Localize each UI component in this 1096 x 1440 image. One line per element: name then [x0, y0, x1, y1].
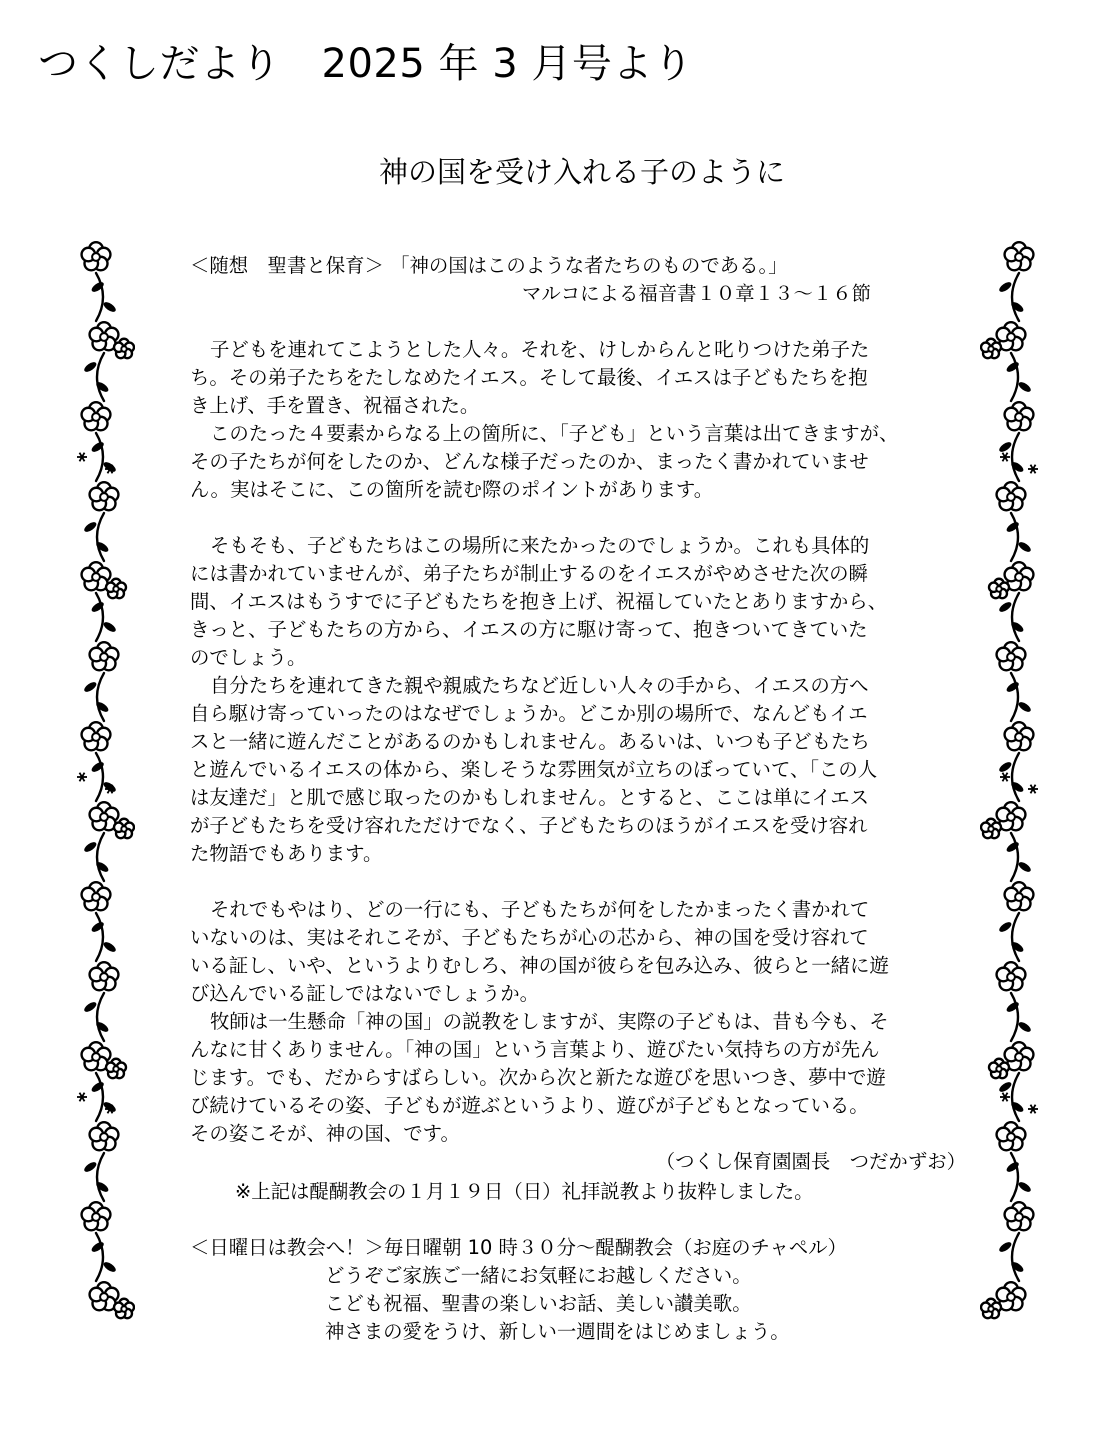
flower-icon [1005, 402, 1034, 430]
flower-icon [989, 1059, 1009, 1078]
star-icon [1000, 1093, 1010, 1102]
text-line: き上げ、手を置き、祝福された。 [190, 394, 480, 417]
star-icon [77, 1093, 87, 1102]
flower-icon [114, 339, 134, 358]
vine-stem [97, 353, 104, 401]
leaf-icon [102, 940, 117, 954]
leaf-icon [102, 1260, 117, 1274]
flower-icon [1005, 242, 1034, 270]
vine-stem [1011, 993, 1018, 1041]
text-line: と遊んでいるイエスの体から、楽しそうな雰囲気が立ちのぼっていて、「この人 [190, 758, 878, 781]
sunday-line: 神さまの愛をうけ、新しい一週間をはじめましょう。 [325, 1320, 790, 1343]
leaf-icon [83, 360, 98, 374]
paragraph [190, 336, 980, 420]
vine-stem [1012, 1073, 1019, 1121]
text-line: 子どもを連れてこようとした人々。それを、けしからんと叱りつけた弟子た [210, 338, 870, 361]
paragraph [190, 1008, 980, 1148]
star-icon [1000, 773, 1010, 782]
scripture-reference: マルコによる福音書１０章１３～１６節 [522, 282, 872, 305]
paragraph [190, 532, 980, 672]
text-line: その子たちが何をしたのか、どんな様子だったのか、まったく書かれていませ [190, 450, 869, 473]
paragraph [190, 672, 980, 868]
leaf-icon [1017, 860, 1032, 874]
flower-icon [82, 242, 111, 270]
vine-stem [97, 513, 104, 561]
flower-icon [106, 1059, 126, 1078]
flower-icon [106, 579, 126, 598]
leaf-icon [83, 840, 98, 854]
article-heading-line [190, 252, 980, 280]
column-label: ＜随想 聖書と保育＞ [190, 254, 384, 277]
leaf-icon [102, 620, 117, 634]
text-line: スと一緒に遊んだことがあるのかもしれません。あるいは、いつも子どもたち [190, 730, 870, 753]
vine-stem [1012, 273, 1019, 321]
text-line: んなに甘くありません。「神の国」という言葉より、遊びたい気持ちの方が先ん [190, 1038, 880, 1061]
leaf-icon [1017, 540, 1032, 554]
leaf-icon [998, 600, 1013, 614]
text-line: その姿こそが、神の国、です。 [190, 1122, 460, 1145]
vine-stem [97, 673, 104, 721]
vine-stem [1011, 673, 1018, 721]
vine-stem [1012, 913, 1019, 961]
leaf-icon [102, 300, 117, 314]
flower-icon [981, 819, 1001, 838]
star-icon [77, 773, 87, 782]
flower-icon [997, 962, 1026, 990]
vine-stem [1012, 1233, 1019, 1281]
leaf-icon [1017, 700, 1032, 714]
article-title: 神の国を受け入れる子のように [378, 155, 785, 189]
text-line: それでもやはり、どの一行にも、子どもたちが何をしたかまったく書かれて [210, 898, 870, 921]
vine-stem [97, 833, 104, 881]
text-line: じます。でも、だからすばらしい。次から次と新たな遊びを思いつき、夢中で遊 [190, 1066, 886, 1089]
text-line: ち。その弟子たちをたしなめたイエス。そして最後、イエスは子どもたちを抱 [190, 366, 868, 389]
flower-icon [82, 882, 111, 910]
vine-stem [1012, 593, 1019, 641]
text-line: 自ら駆け寄っていったのはなぜでしょうか。どこか別の場所で、なんどもイエ [190, 702, 868, 725]
flower-icon [114, 819, 134, 838]
text-line: た物語でもあります。 [190, 842, 383, 865]
sunday-heading: ＜日曜日は教会へ！＞毎日曜朝 10 時３０分～醍醐教会（お庭のチャペル） [190, 1236, 847, 1259]
article-body [190, 252, 980, 1346]
vine-stem [1011, 513, 1018, 561]
star-icon [77, 453, 87, 462]
vine-stem [97, 993, 104, 1041]
star-icon [1028, 1105, 1038, 1114]
text-line: 自分たちを連れてきた親や親戚たちなど近しい人々の手から、イエスの方へ [210, 674, 869, 697]
leaf-icon [83, 1160, 98, 1174]
left-flower-border [65, 235, 135, 1375]
text-line: び続けているその姿、子どもが遊ぶというより、遊びが子どもとなっている。 [190, 1094, 869, 1117]
leaf-icon [998, 280, 1013, 294]
flower-icon [114, 1299, 134, 1318]
flower-icon [90, 1122, 119, 1150]
leaf-icon [83, 680, 98, 694]
flower-icon [1005, 722, 1034, 750]
leaf-icon [83, 520, 98, 534]
flower-icon [82, 722, 111, 750]
flower-icon [981, 1299, 1001, 1318]
text-line: いないのは、実はそれこそが、子どもたちが心の芯から、神の国を受け容れて [190, 926, 869, 949]
vine-stem [96, 1233, 103, 1281]
flower-vine-border-right-graphic [980, 235, 1050, 1375]
leaf-icon [998, 440, 1013, 454]
leaf-icon [998, 760, 1013, 774]
star-icon [1028, 785, 1038, 794]
sermon-note: ※上記は醍醐教会の１月１９日（日）礼拝説教より抜粋しました。 [235, 1180, 814, 1203]
vine-stem [96, 273, 103, 321]
author-signature: （つくし保育園園長 つだかずお） [655, 1150, 966, 1173]
newsletter-title: つくしだより 2025 年 3 月号より [38, 41, 694, 87]
paragraph [190, 420, 980, 504]
text-line: そもそも、子どもたちはこの場所に来たかったのでしょうか。これも具体的 [210, 534, 870, 557]
vine-stem [96, 913, 103, 961]
text-line: には書かれていませんが、弟子たちが制止するのをイエスがやめさせた次の瞬 [190, 562, 868, 585]
paragraph [190, 896, 980, 1008]
star-icon [1028, 465, 1038, 474]
right-flower-border [980, 235, 1050, 1375]
vine-stem [1012, 753, 1019, 801]
text-line: のでしょう。 [190, 646, 307, 669]
flower-icon [90, 642, 119, 670]
leaf-icon [998, 1240, 1013, 1254]
leaf-icon [83, 1000, 98, 1014]
leaf-icon [1017, 1180, 1032, 1194]
flower-icon [90, 962, 119, 990]
flower-icon [1005, 1202, 1034, 1230]
vine-stem [1012, 433, 1019, 481]
text-line: 間、イエスはもうすでに子どもたちを抱き上げ、祝福していたとありますから、 [190, 590, 888, 613]
vine-stem [96, 593, 103, 641]
flower-icon [1005, 882, 1034, 910]
sunday-line: どうぞご家族ご一緒にお気軽にお越しください。 [325, 1264, 752, 1287]
vine-stem [96, 1073, 103, 1121]
flower-icon [997, 482, 1026, 510]
flower-icon [82, 402, 111, 430]
star-icon [1000, 453, 1010, 462]
text-line: び込んでいる証しではないでしょうか。 [190, 982, 540, 1005]
vine-stem [1011, 353, 1018, 401]
text-line: ん。実はそこに、この箇所を読む際のポイントがあります。 [190, 478, 714, 501]
text-line: いる証し、いや、というよりむしろ、神の国が彼らを包み込み、彼らと一緒に遊 [190, 954, 889, 977]
vine-stem [96, 433, 103, 481]
flower-icon [989, 579, 1009, 598]
flower-icon [997, 642, 1026, 670]
text-line: 牧師は一生懸命「神の国」の説教をしますが、実際の子どもは、昔も今も、そ [210, 1010, 889, 1033]
flower-icon [997, 1122, 1026, 1150]
text-line: このたった４要素からなる上の箇所に、「子ども」という言葉は出てきますが、 [210, 422, 899, 445]
vine-stem [97, 1153, 104, 1201]
leaf-icon [998, 1080, 1013, 1094]
leaf-icon [998, 920, 1013, 934]
flower-icon [981, 339, 1001, 358]
text-line: が子どもたちを受け容れただけでなく、子どもたちのほうがイエスを受け容れ [190, 814, 868, 837]
flower-icon [90, 482, 119, 510]
vine-stem [1011, 1153, 1018, 1201]
sunday-line: こども祝福、聖書の楽しいお話、美しい讃美歌。 [325, 1292, 752, 1315]
text-line: は友達だ」と肌で感じ取ったのかもしれません。とすると、ここは単にイエス [190, 786, 870, 809]
flower-icon [82, 1202, 111, 1230]
vine-stem [1011, 833, 1018, 881]
vine-stem [96, 753, 103, 801]
scripture-quote: 「神の国はこのような者たちのものである。」 [390, 254, 788, 277]
sunday-announcement [190, 1234, 980, 1346]
leaf-icon [1017, 1020, 1032, 1034]
leaf-icon [1017, 380, 1032, 394]
flower-vine-border-left-graphic [65, 235, 135, 1375]
text-line: きっと、子どもたちの方から、イエスの方に駆け寄って、抱きついてきていた [190, 618, 868, 641]
